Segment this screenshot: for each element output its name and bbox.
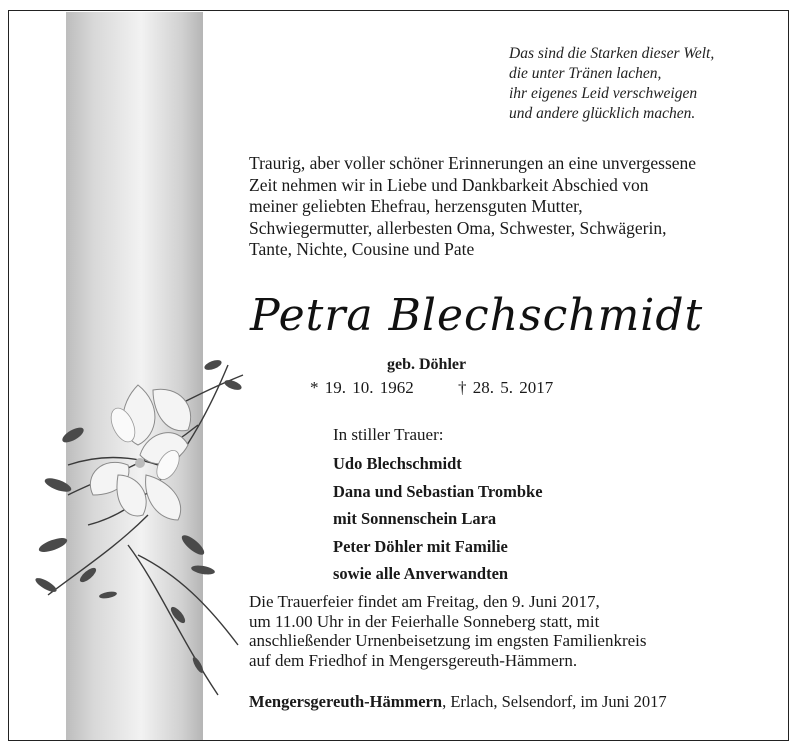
place-town: Mengersgereuth-Hämmern [249,692,443,711]
place-rest: , Erlach, Selsendorf, im Juni 2017 [442,692,667,711]
mourner-entry: mit Sonnenschein Lara [333,509,497,528]
service-line: anschließender Urnenbeisetzung im engsten Familienkreis [249,631,647,650]
mourners-heading: In stiller Trauer: [333,425,444,444]
intro-line: meiner geliebten Ehefrau, herzensguten Mutter, [249,196,583,216]
quote-line: die unter Tränen lachen, [509,65,662,82]
mourner-entry: Dana und Sebastian Trombke [333,481,543,501]
deceased-name: Petra Blechschmidt [250,290,704,341]
mourner-entry: Udo Blechschmidt [333,454,462,473]
mourners-list [333,450,543,588]
service-line: Die Trauerfeier findet am Freitag, den 9. Juni 2017, [249,592,600,611]
service-line: auf dem Friedhof in Mengersgereuth-Hämmern. [249,650,578,670]
quote-block [509,44,769,124]
service-line: um 11.00 Uhr in der Feierhalle Sonneberg statt, mit [249,611,600,631]
place-and-date [249,692,667,712]
quote-line: ihr eigenes Leid verschweigen [509,85,698,102]
quote-line: und andere glücklich machen. [509,105,696,122]
maiden-name: geb. Döhler [387,356,467,373]
service-info [249,592,759,670]
birth-date: * 19. 10. 1962 [310,378,414,397]
mourner-entry: Peter Döhler mit Familie [333,536,508,556]
intro-line: Schwiegermutter, allerbesten Oma, Schwester, Schwägerin, [249,217,667,238]
intro-line: Traurig, aber voller schöner Erinnerungen an eine unvergessene [249,153,697,173]
life-dates [310,378,553,398]
flower-bouquet-image [28,345,268,705]
death-date: † 28. 5. 2017 [458,378,554,397]
intro-line: Tante, Nichte, Cousine und Pate [249,239,475,259]
intro-text [249,153,759,261]
mourner-entry: sowie alle Anverwandten [333,564,509,583]
quote-line: Das sind die Starken dieser Welt, [509,45,715,62]
intro-line: Zeit nehmen wir in Liebe und Dankbarkeit Abschied von [249,174,649,195]
